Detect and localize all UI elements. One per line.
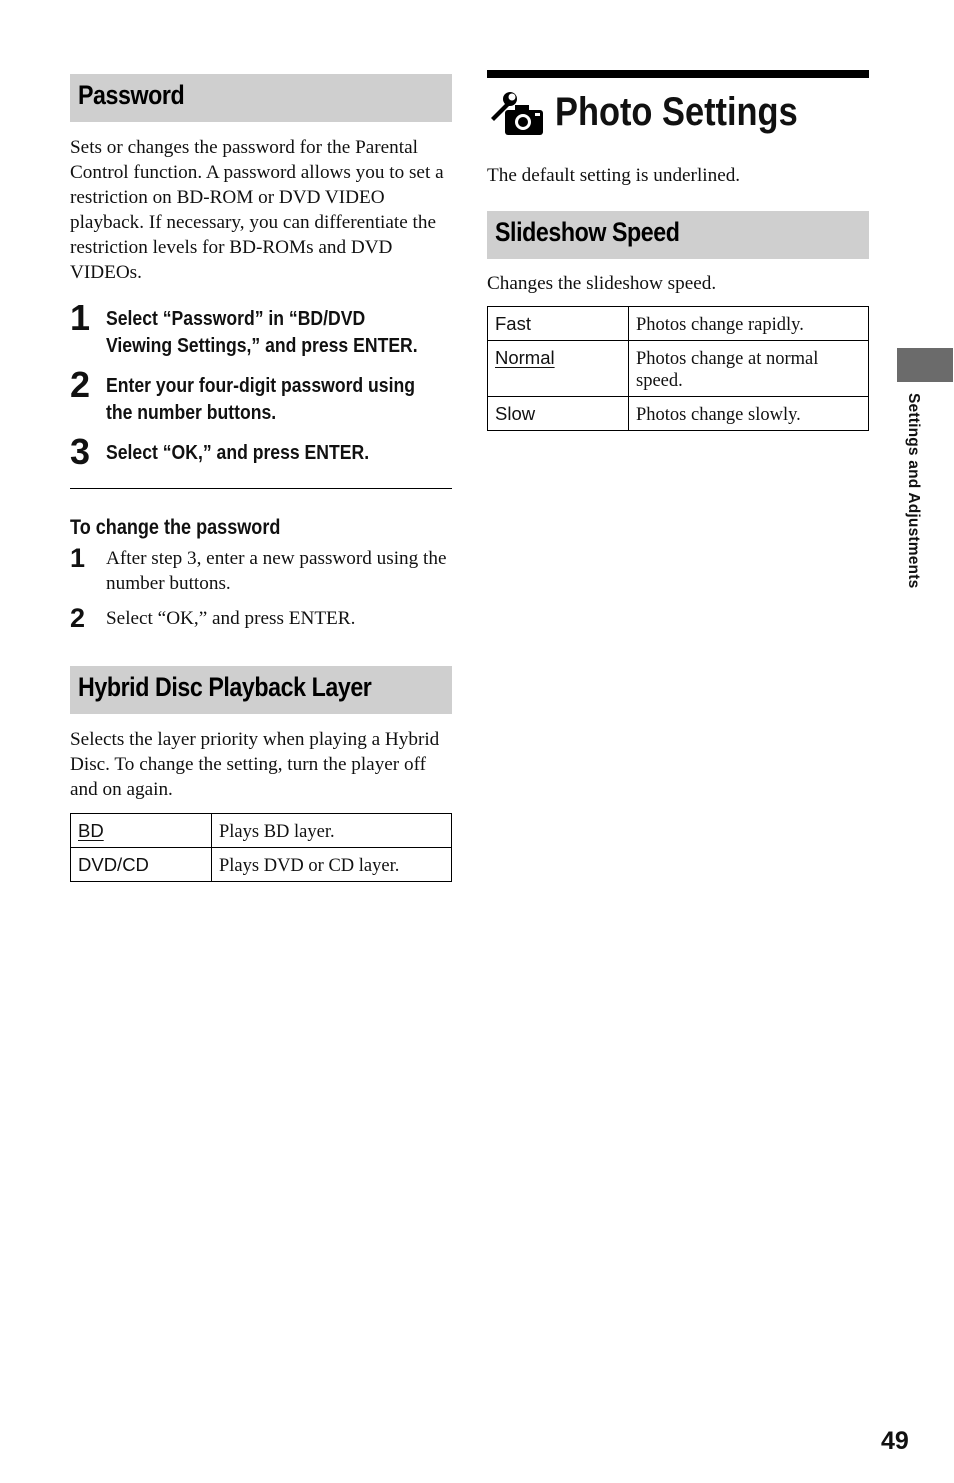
step-text: Enter your four-digit password using the number buttons.	[106, 375, 415, 424]
step-number: 2	[70, 364, 91, 405]
hybrid-heading: Hybrid Disc Playback Layer	[70, 666, 452, 714]
hybrid-intro: Selects the layer priority when playing a Hybrid Disc. To change the setting, turn the player off and on again.	[70, 729, 440, 800]
option-key: Fast	[488, 307, 629, 341]
section-label: Settings and Adjustments	[905, 393, 922, 589]
table-row	[488, 397, 869, 431]
right-column	[487, 70, 869, 431]
step-number: 2	[70, 603, 86, 633]
change-step-1	[70, 543, 452, 596]
option-value: Plays DVD or CD layer.	[212, 848, 452, 882]
option-value: Photos change rapidly.	[629, 307, 869, 341]
change-step-2	[70, 603, 452, 633]
option-value: Plays BD layer.	[212, 814, 452, 848]
table-row	[71, 848, 452, 882]
step-text: Select “OK,” and press ENTER.	[106, 608, 356, 629]
step-number: 3	[70, 431, 91, 472]
step-1	[70, 297, 452, 360]
slideshow-options-table	[487, 306, 869, 431]
password-steps	[70, 297, 452, 472]
hybrid-options-table	[70, 813, 452, 882]
step-3	[70, 431, 452, 472]
step-number: 1	[70, 297, 91, 338]
password-heading: Password	[70, 74, 452, 122]
section-tab	[897, 348, 953, 382]
password-intro: Sets or changes the password for the Parental Control function. A password allows you to set a restriction on BD-ROM or DVD VIDEO playback. If necessary, you can differentiate the restriction levels for BD-ROMs and DVD VIDEOs.	[70, 137, 444, 283]
step-text: After step 3, enter a new password using the number buttons.	[106, 548, 447, 594]
slideshow-heading: Slideshow Speed	[487, 211, 869, 259]
wrench-camera-icon	[487, 88, 545, 136]
table-row	[488, 341, 869, 397]
default-note: The default setting is underlined.	[487, 165, 741, 186]
step-text: Select “Password” in “BD/DVD Viewing Settings,” and press ENTER.	[106, 308, 418, 357]
option-key: Slow	[488, 397, 629, 431]
step-2	[70, 364, 452, 427]
slideshow-intro: Changes the slideshow speed.	[487, 273, 717, 294]
divider	[70, 488, 452, 489]
photo-settings-title	[487, 78, 869, 146]
option-value: Photos change slowly.	[629, 397, 869, 431]
change-password-heading: To change the password	[70, 516, 281, 539]
page-number: 49	[881, 1427, 909, 1455]
option-value: Photos change at normal speed.	[629, 341, 869, 397]
step-number: 1	[70, 543, 86, 573]
table-row	[488, 307, 869, 341]
table-row	[71, 814, 452, 848]
option-key: Normal	[488, 341, 629, 397]
step-text: Select “OK,” and press ENTER.	[106, 442, 370, 464]
option-key: BD	[71, 814, 212, 848]
option-key: DVD/CD	[71, 848, 212, 882]
left-column	[70, 74, 452, 882]
page-title: Photo Settings	[555, 90, 798, 134]
title-rule	[487, 70, 869, 78]
